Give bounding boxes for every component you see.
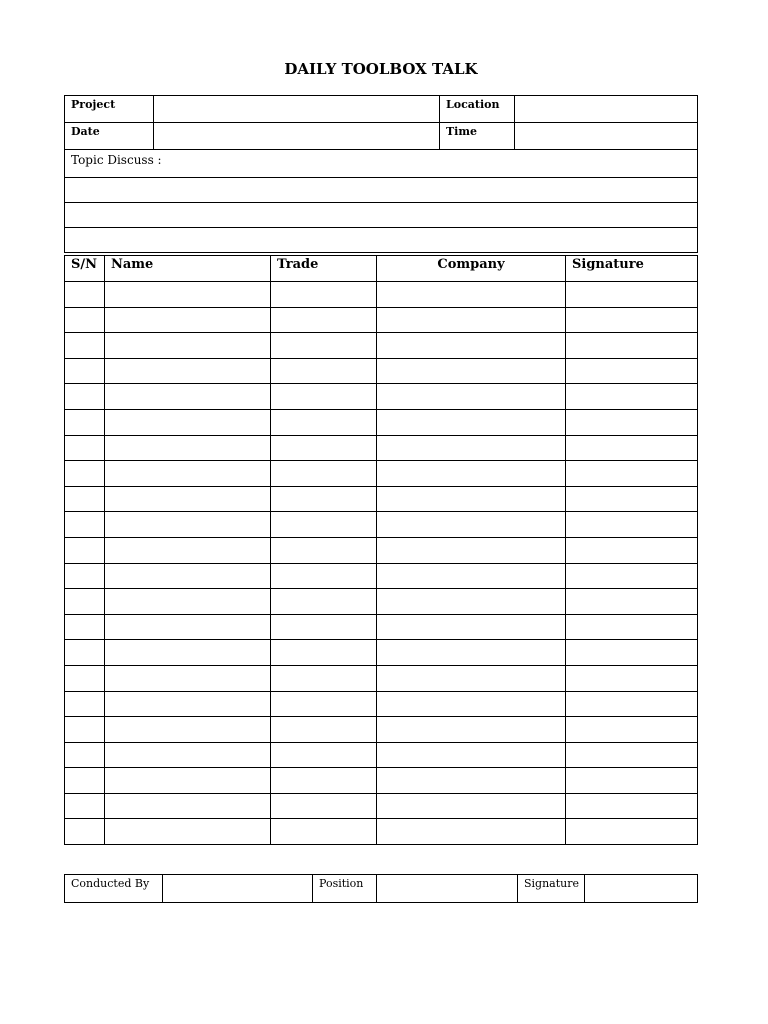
- company-cell[interactable]: [377, 307, 566, 333]
- topic-label: Topic Discuss :: [65, 150, 698, 178]
- table-row: [65, 793, 698, 819]
- attendance-body: [65, 282, 698, 845]
- name-cell[interactable]: [105, 665, 271, 691]
- signature-cell[interactable]: [566, 691, 698, 717]
- info-row-project: [65, 96, 698, 123]
- company-cell[interactable]: [377, 512, 566, 538]
- trade-cell[interactable]: [271, 793, 377, 819]
- position-field[interactable]: [377, 875, 518, 903]
- name-cell[interactable]: [105, 537, 271, 563]
- name-cell[interactable]: [105, 512, 271, 538]
- name-cell[interactable]: [105, 793, 271, 819]
- trade-cell[interactable]: [271, 717, 377, 743]
- date-label: Date: [65, 123, 154, 150]
- company-cell[interactable]: [377, 768, 566, 794]
- header-signature: Signature: [566, 256, 698, 282]
- trade-cell[interactable]: [271, 537, 377, 563]
- sn-cell[interactable]: [65, 282, 105, 308]
- topic-field-line[interactable]: [65, 178, 698, 203]
- sn-cell[interactable]: [65, 717, 105, 743]
- project-field[interactable]: [154, 96, 440, 123]
- trade-cell[interactable]: [271, 307, 377, 333]
- sn-cell[interactable]: [65, 358, 105, 384]
- signature-cell[interactable]: [566, 512, 698, 538]
- signature-cell[interactable]: [566, 717, 698, 743]
- company-cell[interactable]: [377, 384, 566, 410]
- signature-cell[interactable]: [566, 768, 698, 794]
- trade-cell[interactable]: [271, 461, 377, 487]
- table-row: [65, 409, 698, 435]
- table-row: [65, 563, 698, 589]
- company-cell[interactable]: [377, 819, 566, 845]
- signature-cell[interactable]: [566, 742, 698, 768]
- signature-cell[interactable]: [566, 307, 698, 333]
- name-cell[interactable]: [105, 717, 271, 743]
- sn-cell[interactable]: [65, 819, 105, 845]
- sn-cell[interactable]: [65, 486, 105, 512]
- company-cell[interactable]: [377, 461, 566, 487]
- trade-cell[interactable]: [271, 333, 377, 359]
- topic-line: [65, 178, 698, 203]
- signature-cell[interactable]: [566, 537, 698, 563]
- table-row: [65, 537, 698, 563]
- company-cell[interactable]: [377, 640, 566, 666]
- topic-field-line[interactable]: [65, 228, 698, 253]
- table-row: [65, 333, 698, 359]
- header-trade: Trade: [271, 256, 377, 282]
- location-label: Location: [440, 96, 515, 123]
- company-cell[interactable]: [377, 614, 566, 640]
- table-row: [65, 768, 698, 794]
- trade-cell[interactable]: [271, 409, 377, 435]
- table-row: [65, 307, 698, 333]
- date-field[interactable]: [154, 123, 440, 150]
- company-cell[interactable]: [377, 589, 566, 615]
- sn-cell[interactable]: [65, 614, 105, 640]
- trade-cell[interactable]: [271, 665, 377, 691]
- company-cell[interactable]: [377, 409, 566, 435]
- topic-line: [65, 203, 698, 228]
- footer-signature-label: Signature: [518, 875, 585, 903]
- trade-cell[interactable]: [271, 640, 377, 666]
- name-cell[interactable]: [105, 486, 271, 512]
- trade-cell[interactable]: [271, 358, 377, 384]
- company-cell[interactable]: [377, 793, 566, 819]
- company-cell[interactable]: [377, 665, 566, 691]
- trade-cell[interactable]: [271, 486, 377, 512]
- sn-cell[interactable]: [65, 512, 105, 538]
- company-cell[interactable]: [377, 358, 566, 384]
- time-label: Time: [440, 123, 515, 150]
- sn-cell[interactable]: [65, 589, 105, 615]
- signature-cell[interactable]: [566, 819, 698, 845]
- sn-cell[interactable]: [65, 665, 105, 691]
- name-cell[interactable]: [105, 768, 271, 794]
- info-table: [64, 95, 698, 253]
- table-row: [65, 461, 698, 487]
- signature-cell[interactable]: [566, 486, 698, 512]
- table-row: [65, 742, 698, 768]
- attendance-header-row: [65, 256, 698, 282]
- trade-cell[interactable]: [271, 614, 377, 640]
- table-row: [65, 614, 698, 640]
- project-label: Project: [65, 96, 154, 123]
- sn-cell[interactable]: [65, 537, 105, 563]
- conducted-by-label: Conducted By: [65, 875, 163, 903]
- name-cell[interactable]: [105, 589, 271, 615]
- sn-cell[interactable]: [65, 793, 105, 819]
- table-row: [65, 282, 698, 308]
- name-cell[interactable]: [105, 435, 271, 461]
- topic-field-line[interactable]: [65, 203, 698, 228]
- topic-line: [65, 228, 698, 253]
- company-cell[interactable]: [377, 691, 566, 717]
- info-row-date: [65, 123, 698, 150]
- company-cell[interactable]: [377, 717, 566, 743]
- trade-cell[interactable]: [271, 512, 377, 538]
- signature-cell[interactable]: [566, 435, 698, 461]
- table-row: [65, 691, 698, 717]
- location-field[interactable]: [515, 96, 698, 123]
- signature-cell[interactable]: [566, 665, 698, 691]
- name-cell[interactable]: [105, 819, 271, 845]
- table-row: [65, 640, 698, 666]
- company-cell[interactable]: [377, 333, 566, 359]
- name-cell[interactable]: [105, 333, 271, 359]
- trade-cell[interactable]: [271, 589, 377, 615]
- signature-cell[interactable]: [566, 640, 698, 666]
- name-cell[interactable]: [105, 409, 271, 435]
- table-row: [65, 384, 698, 410]
- trade-cell[interactable]: [271, 742, 377, 768]
- table-row: [65, 589, 698, 615]
- company-cell[interactable]: [377, 282, 566, 308]
- trade-cell[interactable]: [271, 819, 377, 845]
- signature-cell[interactable]: [566, 409, 698, 435]
- name-cell[interactable]: [105, 384, 271, 410]
- header-name: Name: [105, 256, 271, 282]
- trade-cell[interactable]: [271, 768, 377, 794]
- page-title: DAILY TOOLBOX TALK: [284, 60, 478, 78]
- signature-cell[interactable]: [566, 333, 698, 359]
- name-cell[interactable]: [105, 640, 271, 666]
- company-cell[interactable]: [377, 435, 566, 461]
- name-cell[interactable]: [105, 307, 271, 333]
- name-cell[interactable]: [105, 742, 271, 768]
- table-row: [65, 512, 698, 538]
- name-cell[interactable]: [105, 563, 271, 589]
- trade-cell[interactable]: [271, 691, 377, 717]
- signature-cell[interactable]: [566, 614, 698, 640]
- table-row: [65, 358, 698, 384]
- sn-cell[interactable]: [65, 768, 105, 794]
- trade-cell[interactable]: [271, 282, 377, 308]
- footer-table: [64, 874, 698, 903]
- company-cell[interactable]: [377, 486, 566, 512]
- name-cell[interactable]: [105, 282, 271, 308]
- company-cell[interactable]: [377, 742, 566, 768]
- table-row: [65, 435, 698, 461]
- trade-cell[interactable]: [271, 435, 377, 461]
- name-cell[interactable]: [105, 358, 271, 384]
- trade-cell[interactable]: [271, 563, 377, 589]
- table-row: [65, 486, 698, 512]
- position-label: Position: [313, 875, 377, 903]
- signature-cell[interactable]: [566, 563, 698, 589]
- company-cell[interactable]: [377, 537, 566, 563]
- conducted-by-field[interactable]: [163, 875, 313, 903]
- sn-cell[interactable]: [65, 435, 105, 461]
- name-cell[interactable]: [105, 614, 271, 640]
- sn-cell[interactable]: [65, 640, 105, 666]
- signature-cell[interactable]: [566, 461, 698, 487]
- table-row: [65, 717, 698, 743]
- table-row: [65, 665, 698, 691]
- footer-row: [65, 875, 698, 903]
- table-row: [65, 819, 698, 845]
- signature-cell[interactable]: [566, 793, 698, 819]
- sn-cell[interactable]: [65, 461, 105, 487]
- header-sn: S/N: [65, 256, 105, 282]
- name-cell[interactable]: [105, 691, 271, 717]
- time-field[interactable]: [515, 123, 698, 150]
- sn-cell[interactable]: [65, 691, 105, 717]
- sn-cell[interactable]: [65, 563, 105, 589]
- name-cell[interactable]: [105, 461, 271, 487]
- attendance-table: [64, 255, 698, 845]
- header-company: Company: [377, 256, 566, 282]
- sn-cell[interactable]: [65, 307, 105, 333]
- topic-row: [65, 150, 698, 178]
- signature-cell[interactable]: [566, 384, 698, 410]
- signature-cell[interactable]: [566, 282, 698, 308]
- trade-cell[interactable]: [271, 384, 377, 410]
- footer-signature-field[interactable]: [585, 875, 698, 903]
- sn-cell[interactable]: [65, 409, 105, 435]
- sn-cell[interactable]: [65, 333, 105, 359]
- company-cell[interactable]: [377, 563, 566, 589]
- signature-cell[interactable]: [566, 358, 698, 384]
- sn-cell[interactable]: [65, 742, 105, 768]
- signature-cell[interactable]: [566, 589, 698, 615]
- sn-cell[interactable]: [65, 384, 105, 410]
